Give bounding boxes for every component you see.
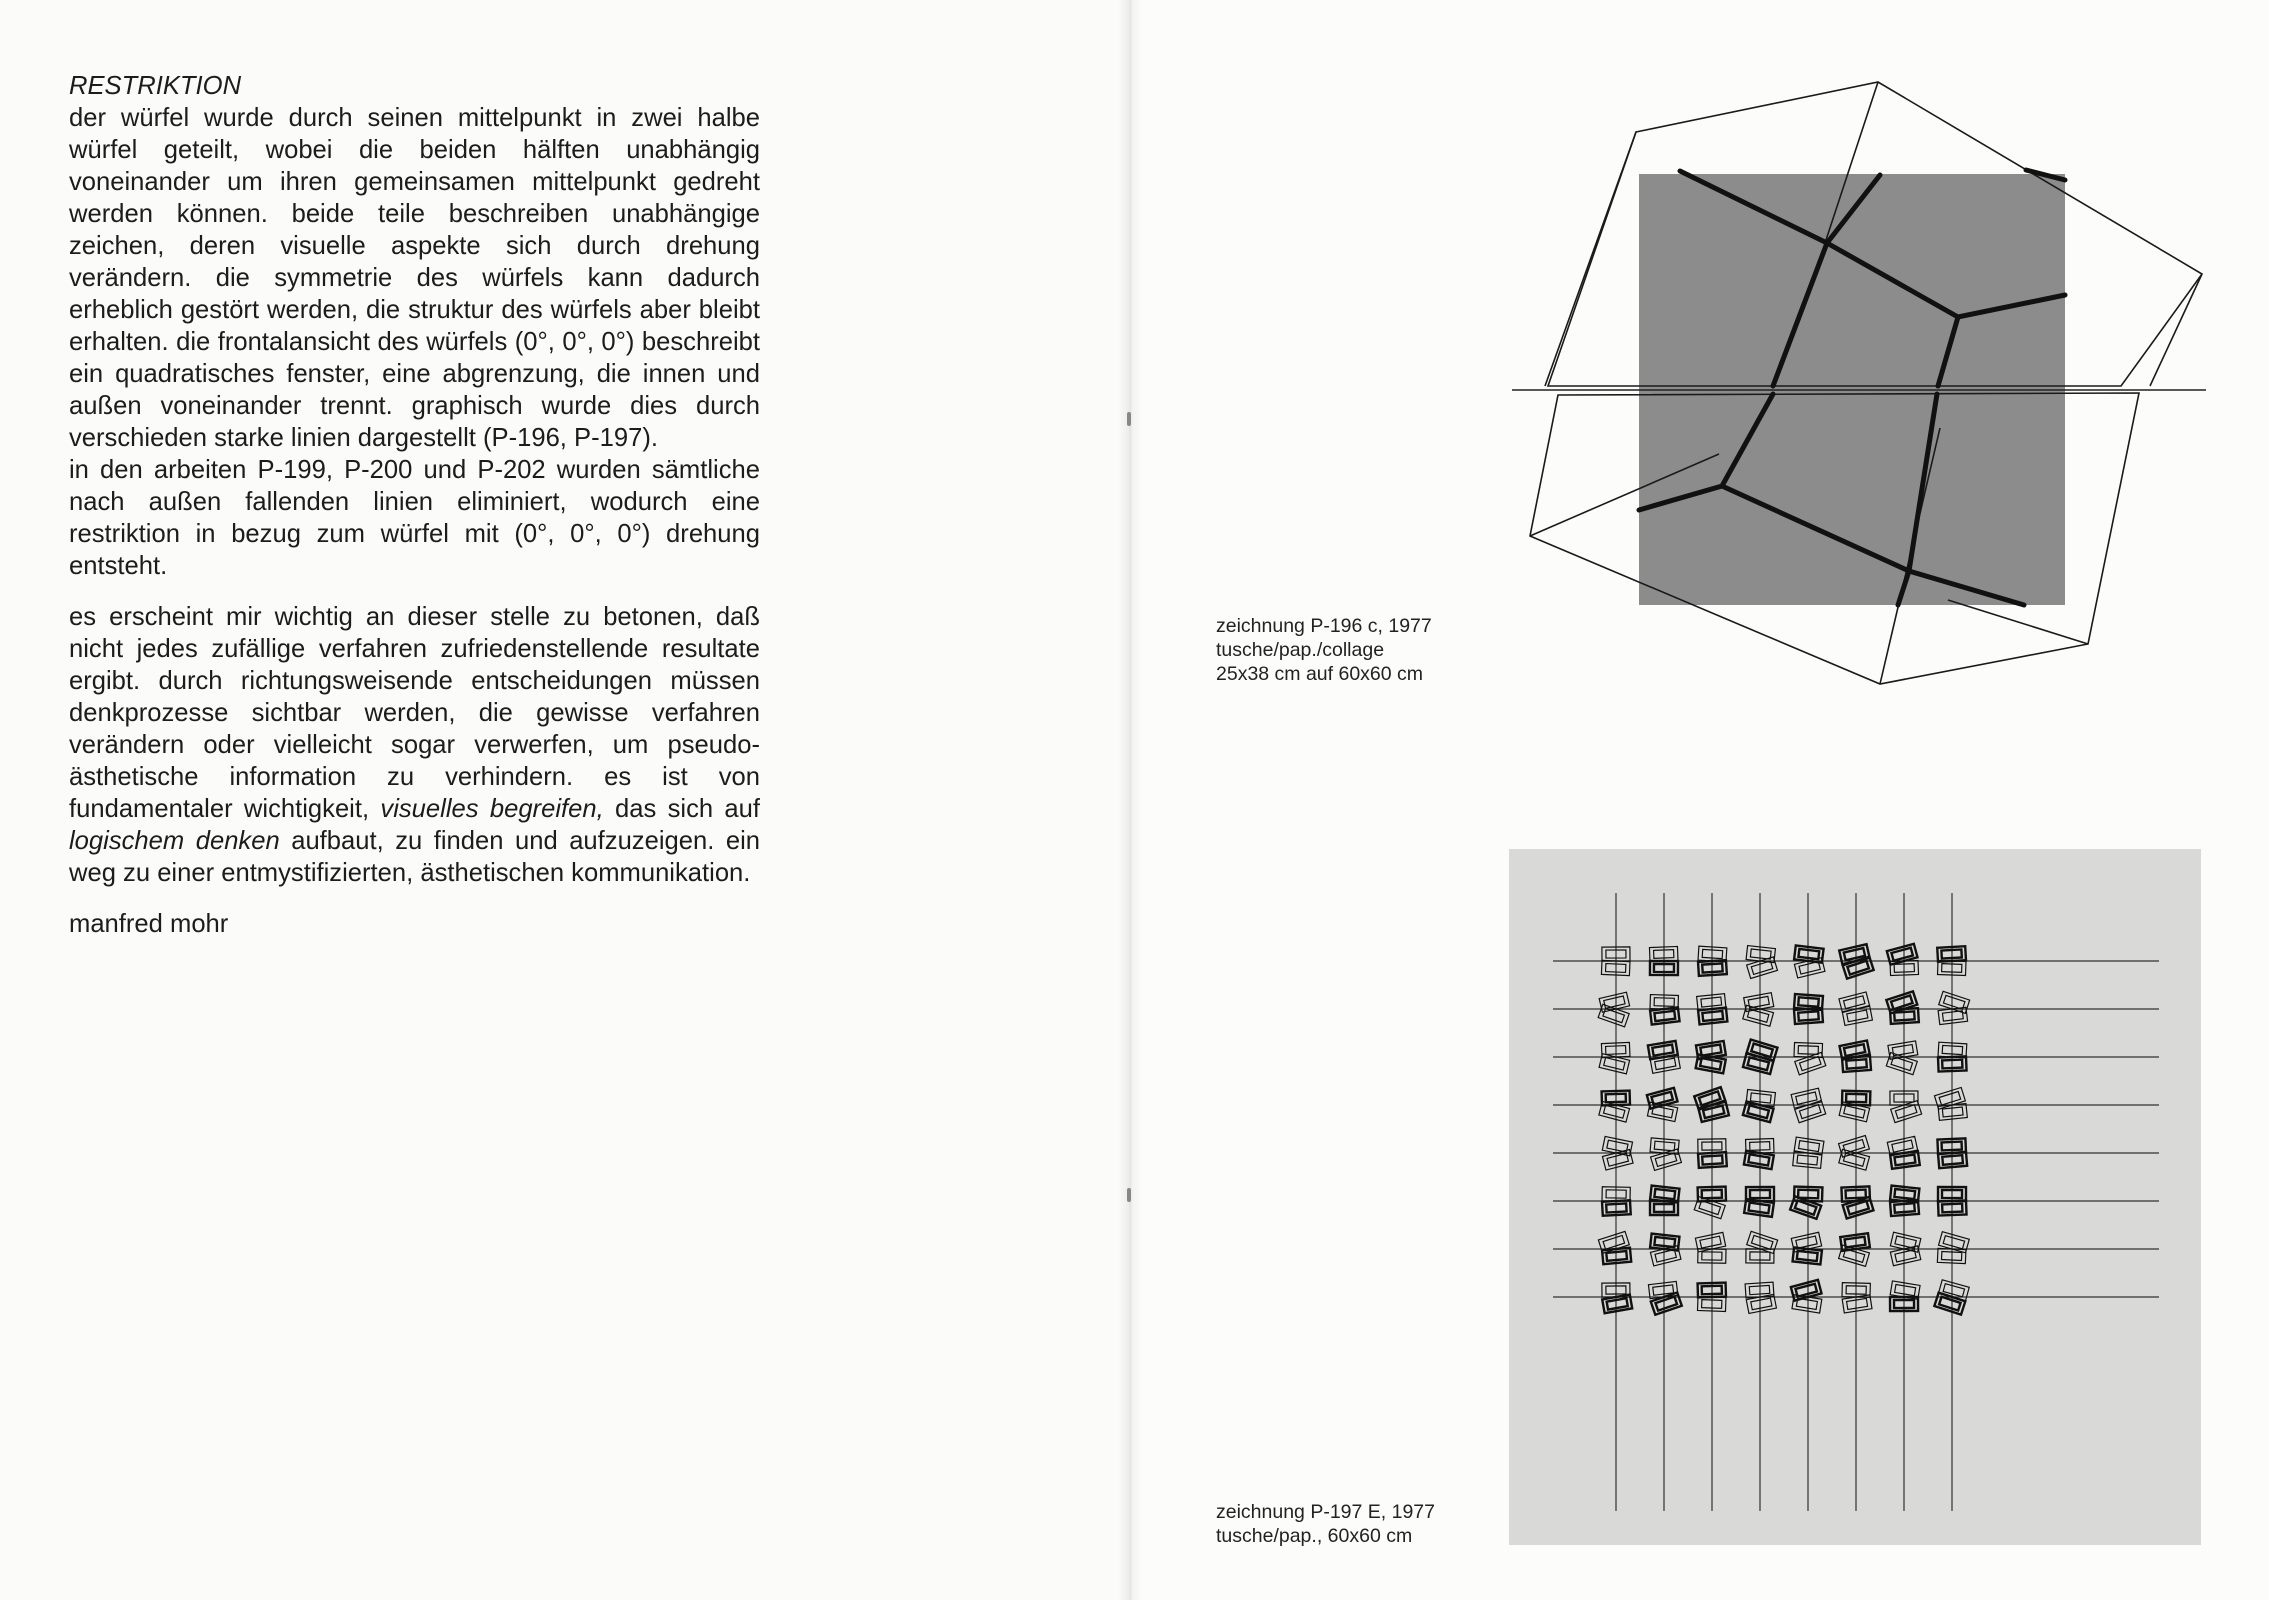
cube-glyph — [1839, 1233, 1870, 1266]
cube-glyph — [1790, 1187, 1822, 1219]
cube-glyph — [1744, 1187, 1774, 1217]
author-signature: manfred mohr — [69, 910, 229, 938]
cube-glyph — [1886, 991, 1918, 1023]
cube-glyph — [1840, 1041, 1871, 1072]
cube-glyph — [1650, 1186, 1679, 1216]
caption-p197e-title: zeichnung P-197 E, 1977 — [1216, 1501, 1435, 1523]
staple-bottom — [1127, 1188, 1131, 1202]
caption-p196c — [1216, 614, 1432, 686]
paragraph-3 — [69, 601, 760, 889]
section-heading: RESTRIKTION — [69, 72, 242, 100]
book-gutter — [1118, 0, 1142, 1600]
paragraph-2: in den arbeiten P-199, P-200 und P-202 wurden sämtliche nach außen fallenden linien eliminiert, wodurch eine restriktion in bezug zum würfel mit (0°, 0°, 0°) drehung entsteht. — [69, 456, 760, 580]
drawing-p197e — [1509, 849, 2201, 1545]
cube-glyph — [1648, 1281, 1681, 1314]
paragraph-3-text-b: das sich auf — [615, 795, 760, 823]
cube-glyph — [1937, 1232, 1969, 1264]
cube-glyph — [1890, 1281, 1920, 1311]
caption-p197e — [1216, 1500, 1435, 1548]
cube-glyph — [1794, 994, 1823, 1024]
cube-glyph — [1794, 1042, 1826, 1074]
cube-glyph — [1650, 1234, 1681, 1266]
paragraph-3-emphasis-a: visuelles begreifen, — [380, 795, 604, 823]
cube-glyph — [1697, 994, 1728, 1025]
cube-glyph — [1599, 1042, 1630, 1073]
caption-p196c-medium: tusche/pap./collage — [1216, 639, 1385, 661]
cube-glyph — [1890, 1091, 1922, 1123]
cube-glyph — [1599, 1091, 1630, 1123]
caption-p196c-title: zeichnung P-196 c, 1977 — [1216, 615, 1432, 637]
cube-glyph — [1938, 1042, 1967, 1071]
cube-glyph — [1841, 1186, 1873, 1218]
caption-p197e-medium: tusche/pap., 60x60 cm — [1216, 1525, 1413, 1547]
cube-glyph — [1745, 1282, 1776, 1313]
cube-glyph — [1743, 1090, 1776, 1123]
cube-glyph — [1937, 1138, 1967, 1168]
cube-glyph — [1794, 945, 1825, 977]
drawing-p196c — [1510, 78, 2210, 698]
paragraph-3-text-a: es erscheint mir wichtig an dieser stelle zu betonen, daß nicht jedes zufällige verfahren zufriedenstellende resultate ergibt. durch richtungsweisende entscheidungen müssen denkprozesse sichtbar werden, die gewisse verfahren verändern oder vielleicht sogar verwerfen, um pseudo-ästhetische information zu verhindern. es ist von fundamentaler wichtigkeit, — [69, 603, 760, 823]
cube-glyph — [1650, 1138, 1681, 1171]
essay-text — [69, 70, 760, 940]
paragraph-3-text-c: aufbaut, zu finden und aufzuzeigen. ein weg zu einer entmystifizierten, ästhetischen kommunikation. — [69, 827, 760, 887]
paragraph-3-emphasis-b: logischem denken — [69, 827, 280, 855]
cube-glyph — [1650, 995, 1680, 1025]
cube-glyph — [1602, 1283, 1632, 1313]
cube-glyph — [1886, 1041, 1917, 1075]
paragraph-1: der würfel wurde durch seinen mittelpunkt in zwei halbe würfel geteilt, wobei die beiden hälften unabhängig voneinander um ihren gemeinsamen mittelpunkt gedreht werden können. beide teile beschreiben unabhängige zeichen, deren visuelle aspekte sich durch drehung verändern. die symmetrie des würfels kann dadurch erheblich gestört werden, die struktur des würfels aber bleibt erhalten. die frontalansicht des würfels (0°, 0°, 0°) beschreibt ein quadratisches fenster, eine abgrenzung, die innen und außen voneinander trennt. graphisch wurde dies durch verschieden starke linien dargestellt (P-196, P-197). — [69, 104, 760, 452]
cube-glyph — [1890, 1186, 1919, 1216]
cube-glyph — [1842, 1283, 1872, 1313]
cube-glyph — [1746, 946, 1777, 979]
cube-glyph — [1694, 1187, 1726, 1219]
cube-grid — [1509, 849, 2201, 1545]
cube-glyph — [1746, 1231, 1778, 1263]
cube-glyph — [1839, 1091, 1870, 1122]
cube-glyph — [1934, 1087, 1967, 1120]
cube-glyph — [1598, 1231, 1631, 1264]
cube-glyph — [1791, 1232, 1822, 1264]
left-page — [0, 0, 1130, 1600]
cube-glyph — [1695, 1232, 1726, 1263]
cube-glyph — [1744, 1139, 1774, 1170]
caption-p196c-size: 25x38 cm auf 60x60 cm — [1216, 663, 1424, 685]
cube-glyph — [1938, 991, 1970, 1024]
staple-top — [1127, 412, 1131, 426]
cube-glyph — [1887, 944, 1919, 976]
